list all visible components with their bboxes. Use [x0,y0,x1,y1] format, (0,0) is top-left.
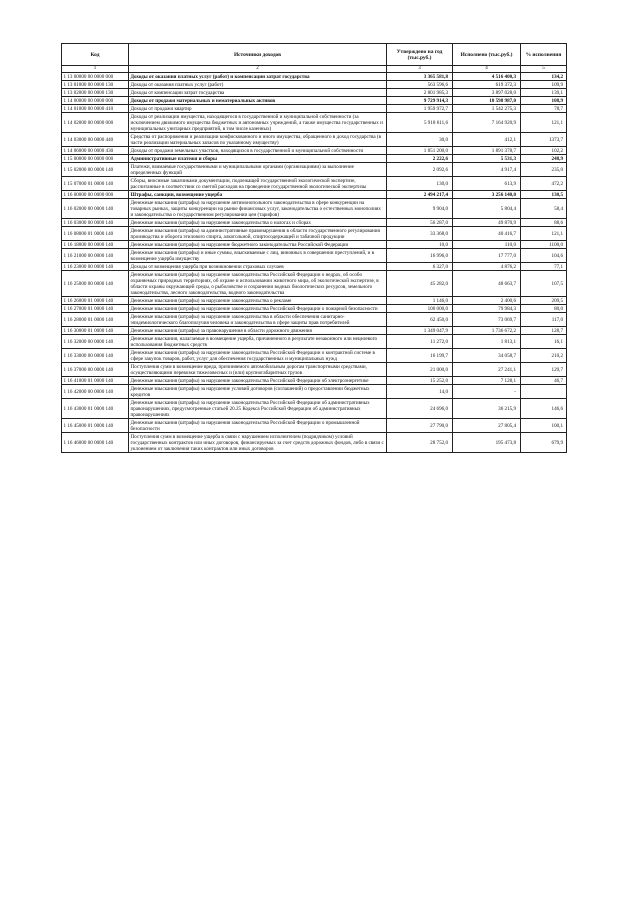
name-cell: Доходы от реализации имущества, находящегося в государственной и муниципальной собственности (за исключением движимого имущества бюджетных и автономных учреждений, а также имущества государственных и муниципальных унитарных предприятий, в том числе казенных) [129,113,387,133]
code-cell: 1 16 42000 00 0000 140 [62,385,129,399]
executed-cell: 10 598 987,0 [453,97,521,105]
table-row [62,271,567,297]
code-cell: 1 16 02000 00 0000 140 [62,199,129,219]
executed-cell: 34 058,7 [453,349,521,363]
table-row [62,297,567,305]
approved-cell: 5 918 611,6 [387,113,453,133]
code-cell: 1 14 06000 00 0000 430 [62,147,129,155]
approved-cell: 2 801 985,3 [387,89,453,97]
name-cell: Доходы от компенсации затрат государства [129,89,387,97]
executed-cell: 3 256 140,0 [453,191,521,199]
code-cell: 1 13 01000 00 0000 130 [62,81,129,89]
percent-cell: 77,1 [521,263,567,271]
approved-cell: 100 000,0 [387,305,453,313]
executed-cell: 412,1 [453,133,521,147]
code-cell: 1 16 28000 01 0000 140 [62,313,129,327]
percent-cell: 134,2 [521,73,567,81]
approved-cell: 2 222,6 [387,155,453,163]
approved-cell: 563 596,6 [387,81,453,89]
executed-cell: 27 241,1 [453,363,521,377]
name-cell: Поступления сумм в возмещение ущерба в связи с нарушением исполнителем (подрядчиком) условий государственных контрактов или иных договоров, финансируемых за счет средств дорожных фондов, либо в связи с уклонением от заключения таких контрактов или иных договоров [129,433,387,453]
table-row [62,105,567,113]
approved-cell: 62 450,0 [387,313,453,327]
code-cell: 1 16 33000 00 0000 140 [62,349,129,363]
percent-cell: 78,7 [521,105,567,113]
approved-cell: 1 959 972,7 [387,105,453,113]
code-cell: 1 16 32000 00 0000 140 [62,335,129,349]
executed-cell: 619 372,3 [453,81,521,89]
code-cell: 1 14 03000 00 0000 440 [62,133,129,147]
name-cell: Денежные взыскания (штрафы) за нарушение законодательства Российской Федерации об электроэнергетике [129,377,387,385]
executed-cell: 17 777,0 [453,249,521,263]
percent-cell: 107,5 [521,271,567,297]
approved-cell: 10,0 [387,241,453,249]
executed-cell: 3 897 028,0 [453,89,521,97]
name-cell: Денежные взыскания (штрафы) за нарушения законодательства Российской Федерации о промышленной безопасности [129,419,387,433]
table-row [62,241,567,249]
name-cell: Денежные взыскания (штрафы) за нарушение законодательства Российской Федерации о недрах, об особо охраняемых природных территориях, об охране и использовании животного мира, об экологической экспертизе, в области охраны окружающей среды, о рыболовстве и сохранении водных биологических ресурсов, земельного законодательства, лесного законодательства, водного законодательства [129,271,387,297]
table-row [62,313,567,327]
budget-revenue-document [61,43,566,453]
executed-cell: 1 891 378,7 [453,147,521,155]
approved-cell: 1 349 047,9 [387,327,453,335]
percent-cell: 16,1 [521,335,567,349]
code-cell: 1 16 43000 01 0000 140 [62,399,129,419]
executed-cell: 4 516 400,3 [453,73,521,81]
name-cell: Доходы от возмещения ущерба при возникновении страховых случаев [129,263,387,271]
table-row [62,155,567,163]
executed-cell: 4 917,4 [453,163,521,177]
header-percent: % исполнения [521,44,567,66]
name-cell: Денежные взыскания (штрафы) за нарушение законодательства о налогах и сборах [129,219,387,227]
percent-cell: 679,9 [521,433,567,453]
table-row [62,363,567,377]
percent-cell: 1373,7 [521,133,567,147]
percent-cell: 128,7 [521,327,567,335]
header-code: Код [62,44,129,66]
executed-cell: - [453,385,521,399]
code-cell: 1 16 27000 01 0000 140 [62,305,129,313]
approved-cell: 2 494 217,4 [387,191,453,199]
approved-cell: 1 851 200,0 [387,147,453,155]
percent-cell: 472,2 [521,177,567,191]
percent-cell: 58,4 [521,199,567,219]
percent-cell: 121,1 [521,227,567,241]
code-cell: 1 14 01000 00 0000 410 [62,105,129,113]
name-cell: Денежные взыскания (штрафы) за нарушение законодательства Российской Федерации об административных правонарушениях, предусмотренные статьей 20.25 Кодекса Российской Федерации об административных правонарушениях [129,399,387,419]
executed-cell: 49 870,9 [453,219,521,227]
header-executed: Исполнено (тыс.руб.) [453,44,521,66]
code-cell: 1 14 00000 00 0000 000 [62,97,129,105]
approved-cell: 28 752,0 [387,433,453,453]
name-cell: Денежные взыскания (штрафы) за нарушение законодательства Российской Федерации о контрактной системе в сфере закупок товаров, работ, услуг для обеспечения государственных и муниципальных нужд [129,349,387,363]
table-row [62,133,567,147]
percent-cell: 109,9 [521,81,567,89]
percent-cell: 146,6 [521,399,567,419]
table-row [62,377,567,385]
approved-cell: 45 282,0 [387,271,453,297]
percent-cell [521,385,567,399]
percent-cell: 139,1 [521,89,567,97]
table-row [62,147,567,155]
executed-cell: 1 736 672,2 [453,327,521,335]
name-cell: Денежные взыскания (штрафы) за нарушение законодательства о рекламе [129,297,387,305]
approved-cell: 3 365 581,8 [387,73,453,81]
column-number: 3 [387,66,453,73]
name-cell: Поступления сумм в возмещение вреда, причиняемого автомобильным дорогам транспортными средствами, осуществляющими перевозки тяжеловесных и (или) крупногабаритных грузов [129,363,387,377]
percent-cell: 104,6 [521,249,567,263]
name-cell: Платежи, взимаемые государственными и муниципальными органами (организациями) за выполнение определенных функций [129,163,387,177]
percent-cell: 102,2 [521,147,567,155]
name-cell: Доходы от оказания платных услуг (работ) и компенсации затрат государства [129,73,387,81]
code-cell: 1 16 18000 00 0000 140 [62,241,129,249]
column-number: 2 [129,66,387,73]
table-row [62,89,567,97]
executed-cell: 195 473,8 [453,433,521,453]
code-cell: 1 16 21000 00 0000 140 [62,249,129,263]
percent-cell: 248,9 [521,155,567,163]
table-row [62,113,567,133]
executed-cell: 7 164 920,9 [453,113,521,133]
percent-cell: 129,7 [521,363,567,377]
executed-cell: 27 805,4 [453,419,521,433]
header-row [62,44,567,66]
name-cell: Штрафы, санкции, возмещение ущерба [129,191,387,199]
name-cell: Доходы от продажи материальных и нематериальных активов [129,97,387,105]
name-cell: Денежные взыскания (штрафы) за административные правонарушения в области государственного регулирования производства и оборота этилового спирта, алкогольной, спиртосодержащей и табачной продукции [129,227,387,241]
executed-cell: 5 804,4 [453,199,521,219]
approved-cell: 6 327,0 [387,263,453,271]
executed-cell: 40 416,7 [453,227,521,241]
executed-cell: 5 531,3 [453,155,521,163]
percent-cell: 130,5 [521,191,567,199]
executed-cell: 2 400,6 [453,297,521,305]
name-cell: Денежные взыскания (штрафы) за нарушение антимонопольного законодательства в сфере конкуренции на товарных рынках, защиты конкуренции на рынке финансовых услуг, законодательства о естественных монополиях и законодательства о государственном регулировании цен (тарифов) [129,199,387,219]
name-cell: Доходы от продажи земельных участков, находящихся в государственной и муниципальной собственности [129,147,387,155]
column-number: 1 [62,66,129,73]
name-cell: Денежные взыскания (штрафы) за нарушение бюджетного законодательства Российской Федерации [129,241,387,249]
approved-cell: 30,0 [387,133,453,147]
percent-cell: 121,1 [521,113,567,133]
name-cell: Денежные взыскания (штрафы) за нарушение условий договоров (соглашений) о предоставлении бюджетных кредитов [129,385,387,399]
code-cell: 1 16 30000 01 0000 140 [62,327,129,335]
percent-cell: 209,5 [521,297,567,305]
executed-cell: 48 663,7 [453,271,521,297]
approved-cell: 24 696,0 [387,399,453,419]
table-row [62,249,567,263]
code-cell: 1 15 02000 00 0000 140 [62,163,129,177]
code-cell: 1 13 00000 00 0000 000 [62,73,129,81]
code-cell: 1 16 37000 00 0000 140 [62,363,129,377]
approved-cell: 16 199,7 [387,349,453,363]
code-cell: 1 16 08000 01 0000 140 [62,227,129,241]
code-cell: 1 16 00000 00 0000 000 [62,191,129,199]
percent-cell: 46,7 [521,377,567,385]
percent-cell: 117,0 [521,313,567,327]
column-number-row [62,66,567,73]
table-row [62,327,567,335]
name-cell: Доходы от оказания платных услуг (работ) [129,81,387,89]
name-cell: Административные платежи и сборы [129,155,387,163]
name-cell: Денежные взыскания (штрафы) за нарушение законодательства в области обеспечения санитарно-эпидемиологического благополучия человека и законодательства в сфере защиты прав потребителей [129,313,387,327]
executed-cell: 73 069,7 [453,313,521,327]
revenue-table [61,43,567,453]
table-row [62,219,567,227]
percent-cell: 210,2 [521,349,567,363]
column-number: 5 [521,66,567,73]
executed-cell: 7 128,1 [453,377,521,385]
table-row [62,191,567,199]
approved-cell: 9 729 914,3 [387,97,453,105]
executed-cell: 79 984,3 [453,305,521,313]
table-row [62,419,567,433]
code-cell: 1 16 25000 00 0000 140 [62,271,129,297]
executed-cell: 1 542 275,3 [453,105,521,113]
percent-cell: 100,1 [521,419,567,433]
table-row [62,263,567,271]
table-row [62,349,567,363]
approved-cell: 21 000,0 [387,363,453,377]
code-cell: 1 16 03000 00 0000 140 [62,219,129,227]
header-source: Источники доходов [129,44,387,66]
percent-cell: 80,0 [521,305,567,313]
percent-cell: 1100,0 [521,241,567,249]
executed-cell: 1 813,1 [453,335,521,349]
table-row [62,81,567,89]
table-row [62,335,567,349]
name-cell: Денежные взыскания (штрафы) и иные суммы, взыскиваемые с лиц, виновных в совершении преступлений, и в возмещение ущерба имуществу [129,249,387,263]
name-cell: Средства от распоряжения и реализации конфискованного и иного имущества, обращенного в доход государства (в части реализации материальных запасов по указанному имуществу) [129,133,387,147]
code-cell: 1 16 23000 00 0000 140 [62,263,129,271]
approved-cell: 15 252,0 [387,377,453,385]
header-approved: Утверждено на год (тыс.руб.) [387,44,453,66]
percent-cell: 108,9 [521,97,567,105]
executed-cell: 110,0 [453,241,521,249]
table-row [62,385,567,399]
code-cell: 1 16 46000 00 0000 140 [62,433,129,453]
code-cell: 1 15 07000 01 0000 140 [62,177,129,191]
executed-cell: 613,9 [453,177,521,191]
approved-cell: 33 368,0 [387,227,453,241]
percent-cell: 235,0 [521,163,567,177]
name-cell: Денежные взыскания (штрафы) за правонарушения в области дорожного движения [129,327,387,335]
executed-cell: 36 215,9 [453,399,521,419]
column-number: 4 [453,66,521,73]
approved-cell: 130,0 [387,177,453,191]
code-cell: 1 16 26000 01 0000 140 [62,297,129,305]
name-cell: Доходы от продажи квартир [129,105,387,113]
code-cell: 1 16 45000 01 0000 140 [62,419,129,433]
approved-cell: 9 904,0 [387,199,453,219]
name-cell: Сборы, вносимые заказчиками документации, подлежащей государственной экологической экспертизе, рассчитанные в соответствии со сметой расходов на проведение государственной экологической экспертизы [129,177,387,191]
approved-cell: 11 272,0 [387,335,453,349]
table-row [62,399,567,419]
code-cell: 1 13 02000 00 0000 130 [62,89,129,97]
name-cell: Денежные взыскания, налагаемые в возмещение ущерба, причиненного в результате незаконного или нецелевого использования бюджетных средств [129,335,387,349]
table-row [62,163,567,177]
code-cell: 1 16 41000 01 0000 140 [62,377,129,385]
table-row [62,97,567,105]
table-row [62,433,567,453]
approved-cell: 27 790,0 [387,419,453,433]
approved-cell: 14,0 [387,385,453,399]
name-cell: Денежные взыскания (штрафы) за нарушение законодательства Российской Федерации о пожарной безопасности [129,305,387,313]
table-row [62,177,567,191]
approved-cell: 2 092,6 [387,163,453,177]
executed-cell: 4 876,2 [453,263,521,271]
approved-cell: 1 146,0 [387,297,453,305]
table-row [62,305,567,313]
percent-cell: 88,6 [521,219,567,227]
code-cell: 1 15 00000 00 0000 000 [62,155,129,163]
code-cell: 1 14 02000 00 0000 000 [62,113,129,133]
table-row [62,227,567,241]
approved-cell: 16 996,0 [387,249,453,263]
table-row [62,199,567,219]
table-body [62,73,567,453]
approved-cell: 56 287,0 [387,219,453,227]
table-row [62,73,567,81]
